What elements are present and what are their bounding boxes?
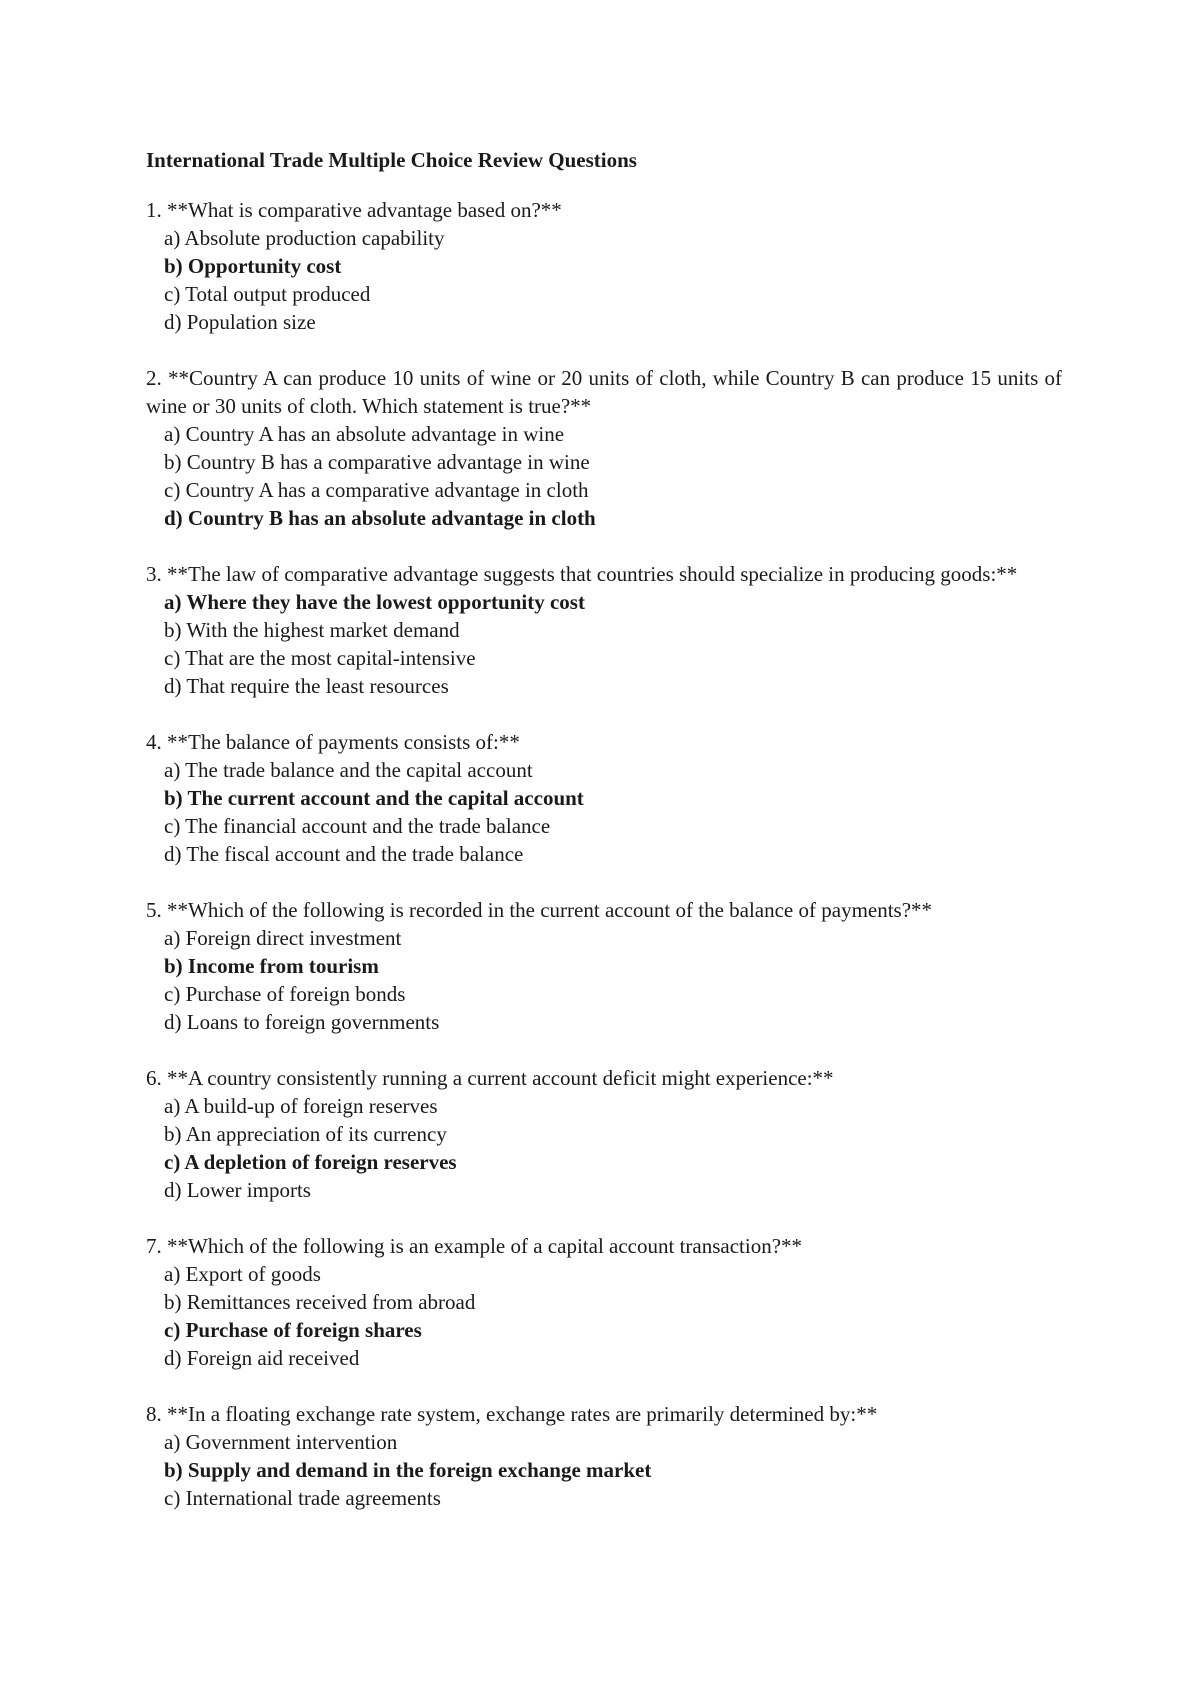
answer-option-correct: c) Purchase of foreign shares: [164, 1318, 422, 1342]
answer-option: c) Purchase of foreign bonds: [164, 982, 406, 1006]
question-6: [146, 1064, 1062, 1204]
document-title: International Trade Multiple Choice Review Questions: [146, 148, 637, 172]
question-4: [146, 728, 1062, 868]
answer-option: b) An appreciation of its currency: [164, 1122, 447, 1146]
answer-option: a) Foreign direct investment: [164, 926, 402, 950]
answer-option: d) Loans to foreign governments: [164, 1010, 440, 1034]
answer-option: c) That are the most capital-intensive: [164, 646, 476, 670]
answer-option: a) Export of goods: [164, 1262, 321, 1286]
answer-option: a) The trade balance and the capital account: [164, 758, 533, 782]
answer-option: d) The fiscal account and the trade balance: [164, 842, 524, 866]
question-list: [146, 196, 1062, 1512]
answer-option: b) Remittances received from abroad: [164, 1290, 476, 1314]
question-stem: 2. **Country A can produce 10 units of wine or 20 units of cloth, while Country B can produce 15 units of wine or 30 units of cloth. Which statement is true?**: [146, 366, 1062, 418]
question-stem: 3. **The law of comparative advantage suggests that countries should specialize in producing goods:**: [146, 562, 1018, 586]
question-stem: 6. **A country consistently running a current account deficit might experience:**: [146, 1066, 834, 1090]
question-stem: 4. **The balance of payments consists of:**: [146, 730, 520, 754]
answer-option: c) Total output produced: [164, 282, 371, 306]
answer-option-correct: a) Where they have the lowest opportunity cost: [164, 590, 585, 614]
question-3: [146, 560, 1062, 700]
answer-option: a) Country A has an absolute advantage in wine: [164, 422, 565, 446]
question-5: [146, 896, 1062, 1036]
answer-option: c) The financial account and the trade balance: [164, 814, 551, 838]
answer-option: c) Country A has a comparative advantage in cloth: [164, 478, 589, 502]
question-2: [146, 364, 1062, 532]
document-page: [146, 146, 1062, 1540]
answer-option: a) Government intervention: [164, 1430, 398, 1454]
answer-option: c) International trade agreements: [164, 1486, 441, 1510]
answer-option-correct: b) Income from tourism: [164, 954, 379, 978]
answer-option: a) Absolute production capability: [164, 226, 445, 250]
answer-option-correct: b) The current account and the capital account: [164, 786, 584, 810]
question-stem: 1. **What is comparative advantage based on?**: [146, 198, 562, 222]
question-stem: 5. **Which of the following is recorded in the current account of the balance of payments?**: [146, 898, 933, 922]
answer-option: b) Country B has a comparative advantage in wine: [164, 450, 590, 474]
answer-option: a) A build-up of foreign reserves: [164, 1094, 438, 1118]
answer-option: d) Lower imports: [164, 1178, 311, 1202]
answer-option: d) Population size: [164, 310, 316, 334]
answer-option: b) With the highest market demand: [164, 618, 460, 642]
answer-option-correct: d) Country B has an absolute advantage in cloth: [164, 506, 596, 530]
question-1: [146, 196, 1062, 336]
question-stem: 8. **In a floating exchange rate system, exchange rates are primarily determined by:**: [146, 1402, 878, 1426]
answer-option-correct: c) A depletion of foreign reserves: [164, 1150, 457, 1174]
answer-option-correct: b) Supply and demand in the foreign exchange market: [164, 1458, 652, 1482]
answer-option: d) Foreign aid received: [164, 1346, 360, 1370]
question-8: [146, 1400, 1062, 1512]
question-stem: 7. **Which of the following is an example of a capital account transaction?**: [146, 1234, 803, 1258]
answer-option: d) That require the least resources: [164, 674, 449, 698]
question-7: [146, 1232, 1062, 1372]
answer-option-correct: b) Opportunity cost: [164, 254, 342, 278]
